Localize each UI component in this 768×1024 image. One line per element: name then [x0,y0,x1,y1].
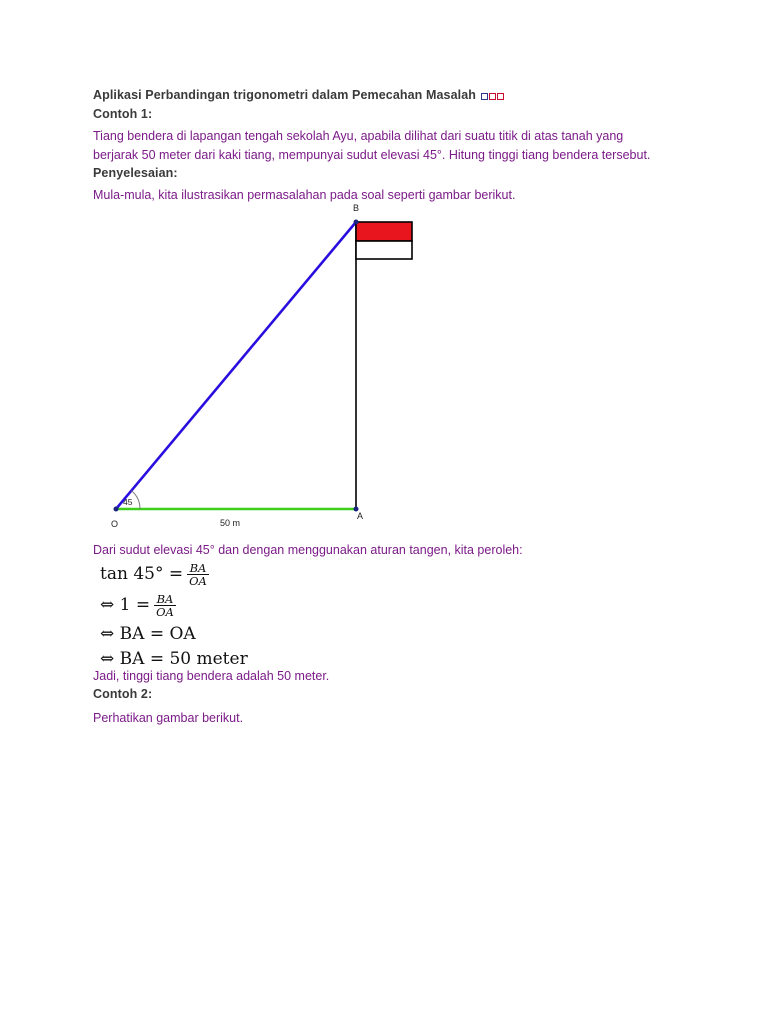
problem-line-1: Tiang bendera di lapangan tengah sekolah Ayu, apabila dilihat dari suatu titik di atas tanah yang [93,129,624,143]
flag-red-stripe [356,222,412,241]
math-line-1-num: BA [187,562,209,575]
math-line-1 [100,562,209,587]
distance-label: 50 m [220,518,241,528]
flag-white-stripe [356,241,412,259]
penyelesaian-label: Penyelesaian: [93,166,178,180]
math-line-1-den: OA [189,574,207,588]
conclusion-text: Jadi, tinggi tiang bendera adalah 50 meter. [93,669,330,683]
label-a: A [357,511,364,521]
contoh1-label: Contoh 1: [93,107,153,121]
heading-text: Aplikasi Perbandingan trigonometri dalam Pemecahan Masalah [93,88,476,102]
contoh2-label: Contoh 2: [93,687,153,701]
math-line-2-num: BA [154,593,176,606]
label-b: B [353,203,360,213]
math-line-2-lhs: ⇔ 1 = [100,595,151,615]
math-line-4: ⇔ BA = 50 meter [100,649,248,669]
math-line-2-den: OA [156,605,174,619]
contoh2-text: Perhatikan gambar berikut. [93,711,244,725]
hypotenuse-ob [116,222,356,509]
problem-line-2: berjarak 50 meter dari kaki tiang, mempunyai sudut elevasi 45°. Hitung tinggi tiang bendera tersebut. [93,148,651,162]
intro-text: Mula-mula, kita ilustrasikan permasalahan pada soal seperti gambar berikut. [93,188,516,202]
math-line-2 [100,593,176,618]
angle-label: 45 [123,497,133,507]
math-line-1-fraction [187,562,209,587]
math-line-3: ⇔ BA = OA [100,624,196,644]
label-o: O [111,519,119,529]
math-line-2-fraction [154,593,176,618]
angle-arc [131,491,140,509]
explanation-text: Dari sudut elevasi 45° dan dengan menggunakan aturan tangen, kita peroleh: [93,543,523,557]
math-line-1-lhs: tan 45° = [100,564,184,584]
point-b [354,220,359,225]
point-o [114,507,119,512]
